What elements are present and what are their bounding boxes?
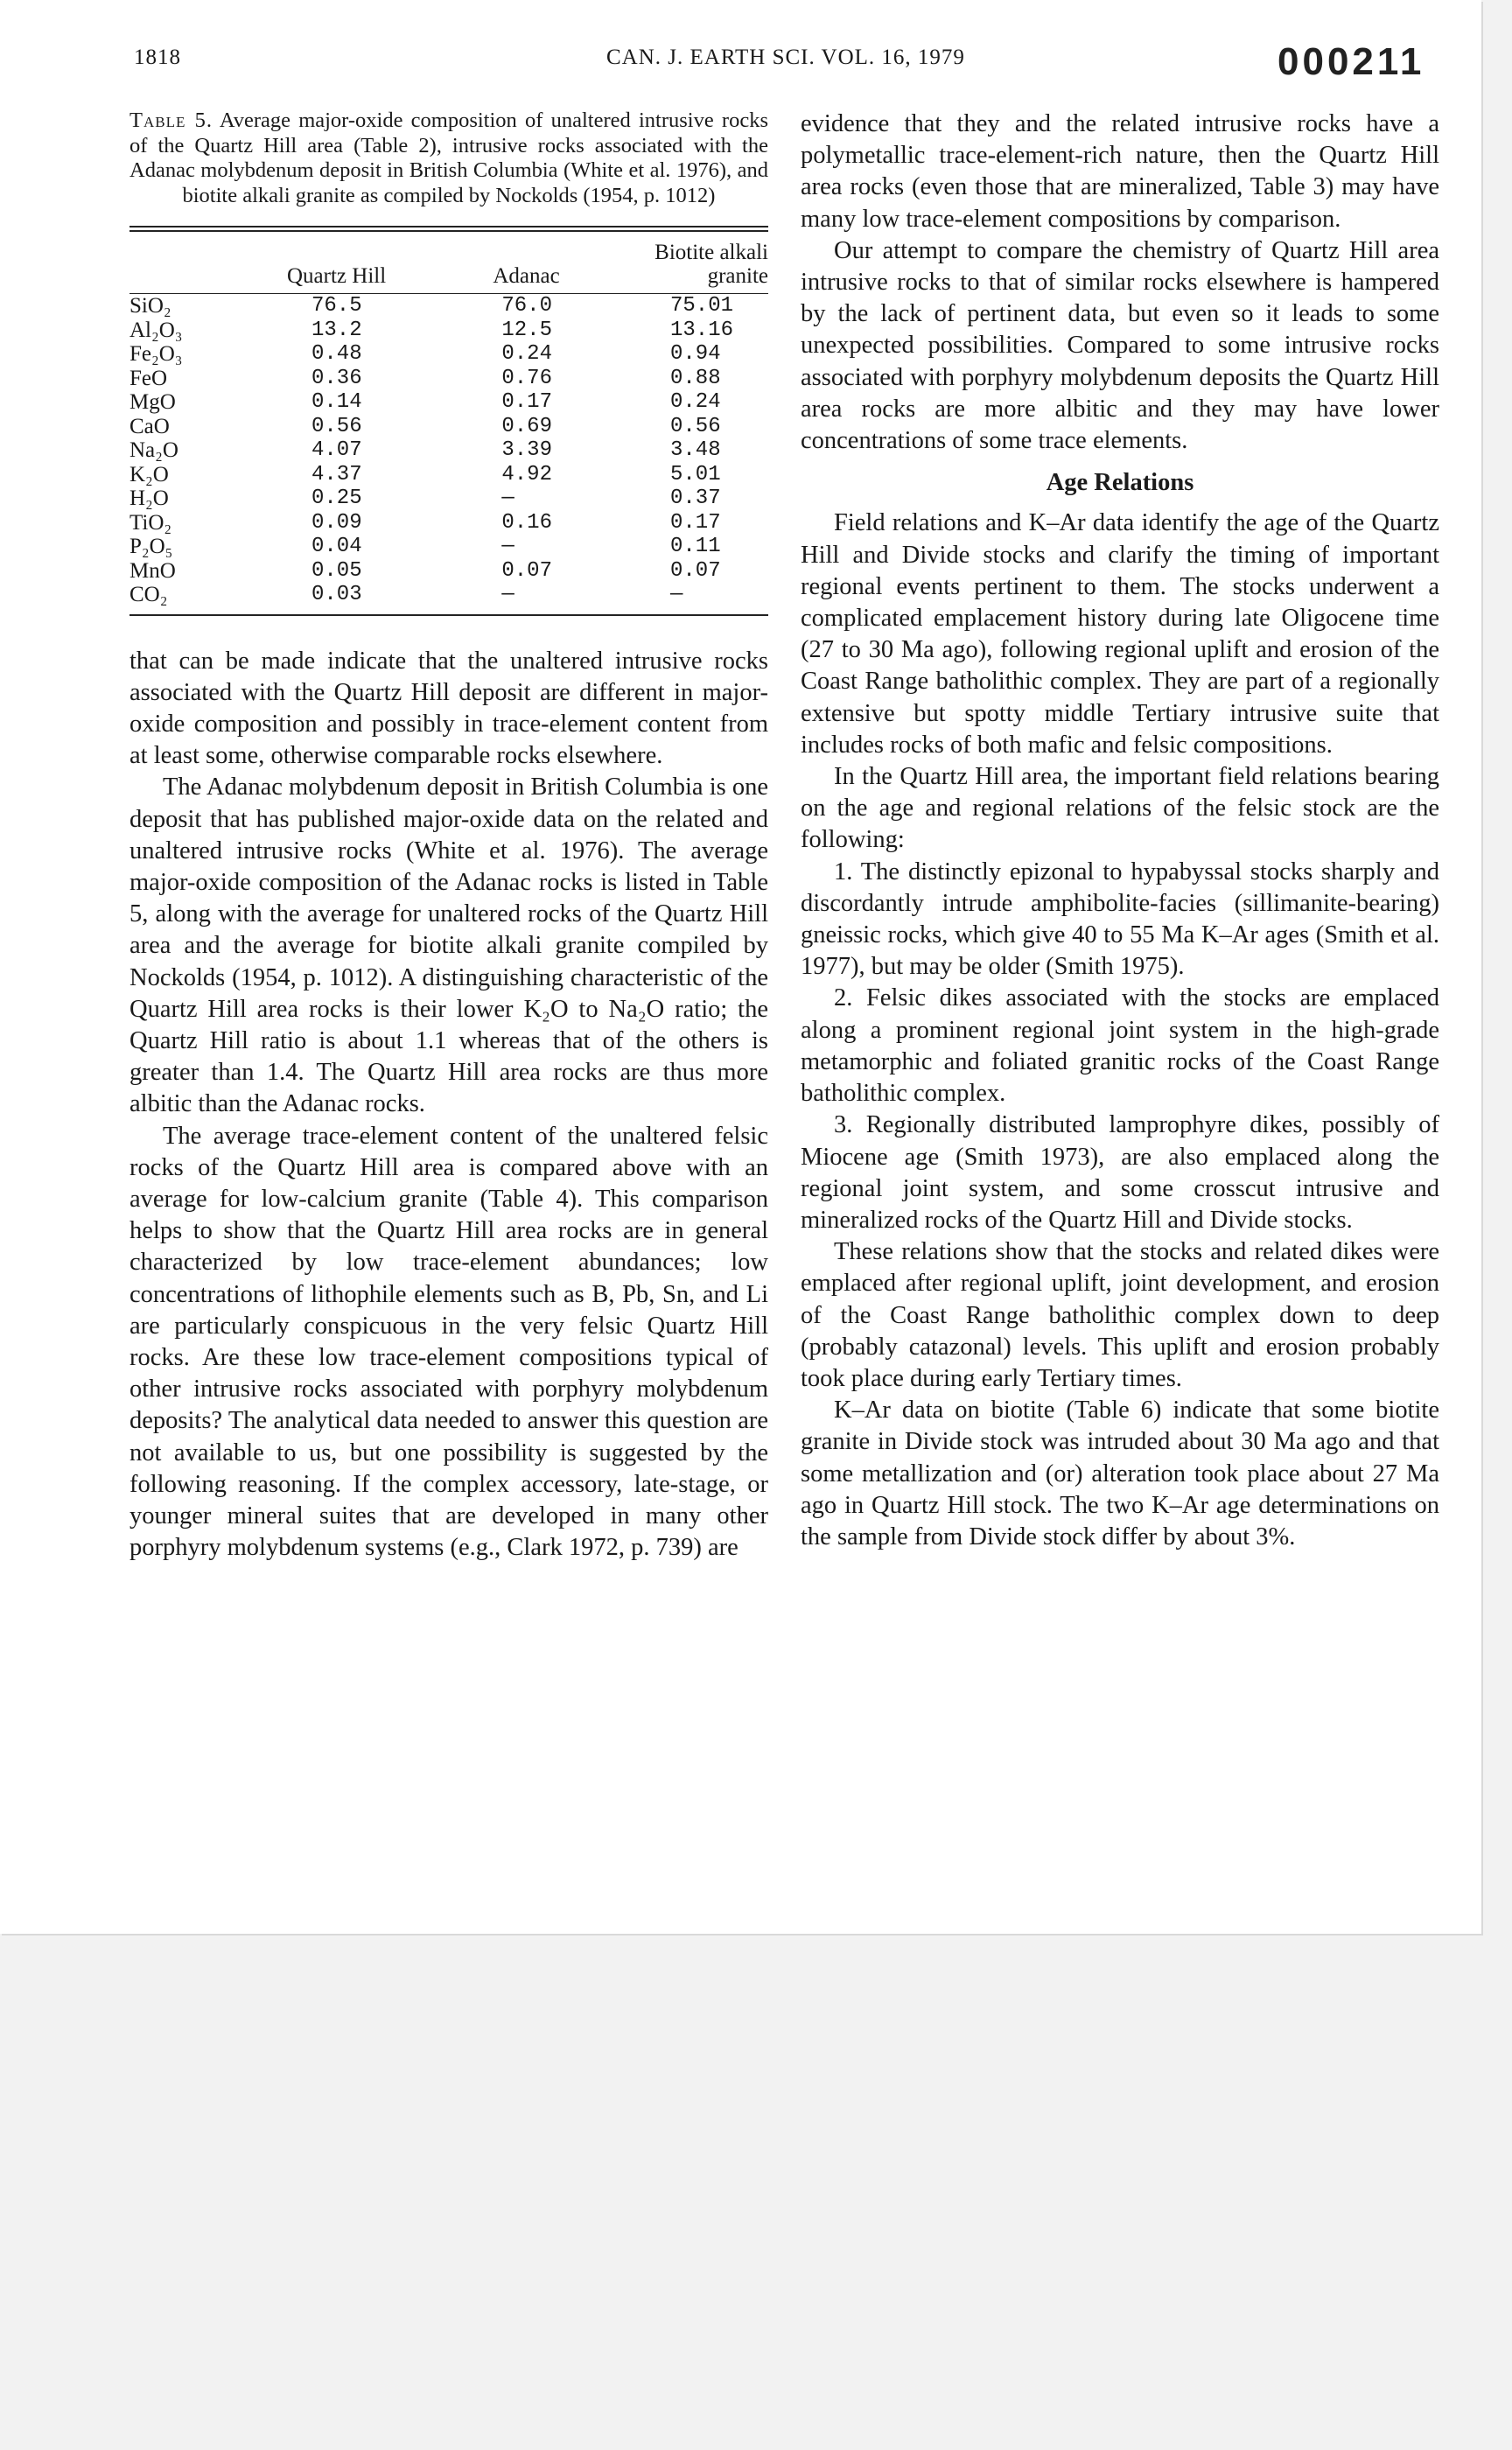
biotite-value: 13.16 [670,318,734,342]
quartz-hill-value: 76.5 [312,294,362,318]
column-header-quartz-hill: Quartz Hill [287,264,387,288]
biotite-value: 0.37 [670,486,721,510]
column-header-adanac: Adanac [493,264,560,288]
table-row [130,583,768,607]
adanac-value: 3.39 [501,438,552,462]
oxide-cell: MgO [130,390,176,414]
adanac-value: 0.24 [501,342,552,366]
adanac-value: 12.5 [501,318,552,342]
table-caption-text: Average major-oxide composition of unaltered intrusive rocks of the Quartz Hill area (Table 2), intrusive rocks associated with the Adanac molybdenum deposit in British Columbia (White et al. 1976), and biotite alkali granite as compiled by Nockolds (1954, p. 1012) [130,108,769,207]
biotite-value: — [670,583,683,606]
table-row [130,415,768,439]
table-caption [130,108,768,208]
adanac-value: 0.76 [501,366,552,390]
running-header: CAN. J. EARTH SCI. VOL. 16, 1979 [606,46,965,69]
quartz-hill-value: 0.03 [312,583,362,606]
quartz-hill-value: 0.14 [312,390,362,414]
quartz-hill-value: 0.48 [312,342,362,366]
paragraph: evidence that they and the related intrusive rocks have a polymetallic trace-element-rich nature, then the Quartz Hill area rocks (even those that are mineralized, Table 3) may have many low trace-element compositions by comparison. [801,110,1439,233]
oxide-cell: TiO₂ [130,510,172,535]
adanac-value: — [501,535,514,558]
quartz-hill-value: 0.04 [312,535,362,558]
table-row [130,535,768,559]
column-header-biotite: Biotite alkali granite [654,241,768,288]
oxide-cell: FeO [130,366,168,390]
biotite-value: 0.17 [670,510,721,535]
oxide-cell: K₂O [130,462,169,486]
paragraph: The Adanac molybdenum deposit in British Columbia is one deposit that has published major-oxide data on the related and unaltered intrusive rocks (White et al. 1976). The average major-oxide composition of the Adanac rocks is listed in Table 5, along with the average for unaltered rocks of the Quartz Hill area and the average for biotite alkali granite compiled by Nockolds (1954, p. 1012). A distinguishing characteristic of the Quartz Hill area rocks is their lower K₂O to Na₂O ratio; the Quartz Hill ratio is about 1.1 whereas that of the others is greater than 1.4. The Quartz Hill area rocks are thus more albitic than the Adanac rocks. [130,774,768,1118]
oxide-cell: CO₂ [130,583,168,606]
table-row [130,559,768,584]
table-row [130,390,768,415]
table-row [130,486,768,511]
adanac-value: — [501,486,514,510]
adanac-value: — [501,583,514,606]
biotite-value: 0.88 [670,366,721,390]
paragraph: K–Ar data on biotite (Table 6) indicate that some biotite granite in Divide stock was intruded about 30 Ma ago and that some metallization and (or) alteration took place about 27 Ma ago in Quartz Hill stock. The two K–Ar age determinations on the sample from Divide stock differ by about 3%. [801,1396,1439,1550]
left-column [130,108,768,1564]
oxide-cell: Al₂O₃ [130,318,183,342]
table-row [130,294,768,318]
oxide-cell: CaO [130,414,170,438]
section-heading-age-relations: Age Relations [1046,469,1194,497]
biotite-value: 3.48 [670,438,721,462]
biotite-value: 5.01 [670,462,721,486]
adanac-value: 0.07 [501,558,552,583]
oxide-cell: Fe₂O₃ [130,342,183,366]
right-body-text-bottom [801,508,1439,1553]
table-header-row [130,232,768,288]
table-row [130,342,768,367]
quartz-hill-value: 13.2 [312,318,362,342]
oxide-cell: H₂O [130,486,169,510]
biotite-value: 75.01 [670,294,734,318]
quartz-hill-value: 0.05 [312,558,362,583]
oxide-table [130,232,768,607]
oxide-cell: MnO [130,558,176,583]
oxide-cell: SiO₂ [130,294,172,318]
paragraph: Field relations and K–Ar data identify the age of the Quartz Hill and Divide stocks and clarify the timing of important regional events pertinent to them. The stocks underwent a complicated emplacement history during late Oligocene time (27 to 30 Ma ago), following regional uplift and erosion of the Coast Range batholithic complex. They are part of a regionally extensive but spotty middle Tertiary intrusive suite that includes rocks of both mafic and felsic compositions. [801,509,1439,759]
table-row [130,463,768,487]
quartz-hill-value: 0.25 [312,486,362,510]
table-row [130,367,768,391]
oxide-cell: Na₂O [130,438,178,462]
adanac-value: 76.0 [501,294,552,318]
paragraph: In the Quartz Hill area, the important field relations bearing on the age and regional relations of the felsic stock are the following: [801,763,1439,854]
biotite-value: 0.56 [670,414,721,438]
document-stamp-number: 000211 [1278,40,1425,83]
table-body [130,294,768,607]
paragraph: The average trace-element content of the unaltered felsic rocks of the Quartz Hill area is compared above with an average for low-calcium granite (Table 4). This comparison helps to show that the Quartz Hill area rocks are in general characterized by low trace-element abundances; low concentrations of lithophile elements such as B, Pb, Sn, and Li are particularly conspicuous in the very felsic Quartz Hill rocks. Are these low trace-element compositions typical of other intrusive rocks associated with porphyry molybdenum deposits? The analytical data needed to answer this question are not available to us, but one possibility is suggested by the following reasoning. If the complex accessory, late-stage, or younger mineral suites that are developed in many other porphyry molybdenum systems (e.g., Clark 1972, p. 739) are [130,1122,768,1562]
table-label: Table 5. [130,108,213,132]
quartz-hill-value: 0.56 [312,414,362,438]
adanac-value: 4.92 [501,462,552,486]
paragraph: that can be made indicate that the unaltered intrusive rocks associated with the Quartz Hill deposit are different in major-oxide composition and possibly in trace-element content from at least some, otherwise comparable rocks elsewhere. [130,647,768,770]
biotite-value: 0.11 [670,535,721,558]
table-row [130,318,768,343]
left-body-text [130,646,768,1564]
adanac-value: 0.69 [501,414,552,438]
table-row [130,438,768,463]
quartz-hill-value: 4.07 [312,438,362,462]
right-body-text-top [801,108,1439,457]
right-column [801,108,1439,1553]
biotite-value: 0.94 [670,342,721,366]
quartz-hill-value: 0.36 [312,366,362,390]
table-row [130,511,768,536]
paragraph: These relations show that the stocks and related dikes were emplaced after regional uplift, joint development, and erosion of the Coast Range batholithic complex down to deep (probably catazonal) levels. This uplift and erosion probably took place during early Tertiary times. [801,1238,1439,1392]
page-number: 1818 [134,46,181,69]
biotite-value: 0.07 [670,558,721,583]
oxide-cell: P₂O₅ [130,535,173,558]
paragraph: 3. Regionally distributed lamprophyre dikes, possibly of Miocene age (Smith 1973), are also emplaced along the regional joint system, and some crosscut intrusive and mineralized rocks of the Quartz Hill and Divide stocks. [801,1111,1439,1234]
column-header-oxide [130,232,261,288]
paragraph: Our attempt to compare the chemistry of Quartz Hill area intrusive rocks to that of similar rocks elsewhere is hampered by the lack of pertinent data, but even so it leads to some unexpected possibilities. Compared to some intrusive rocks associated with porphyry molybdenum deposits the Quartz Hill area rocks are more albitic and they may have lower concentrations of some trace elements. [801,236,1439,455]
quartz-hill-value: 0.09 [312,510,362,535]
quartz-hill-value: 4.37 [312,462,362,486]
paragraph: 2. Felsic dikes associated with the stocks are emplaced along a prominent regional joint system in the high-grade metamorphic and foliated granitic rocks of the Coast Range batholithic complex. [801,984,1439,1108]
paragraph: 1. The distinctly epizonal to hypabyssal stocks sharply and discordantly intrude amphibolite-facies (sillimanite-bearing) gneissic rocks, which give 40 to 55 Ma K–Ar ages (Smith et al. 1977), but may be older (Smith 1975). [801,858,1439,981]
biotite-value: 0.24 [670,390,721,414]
adanac-value: 0.16 [501,510,552,535]
adanac-value: 0.17 [501,390,552,414]
